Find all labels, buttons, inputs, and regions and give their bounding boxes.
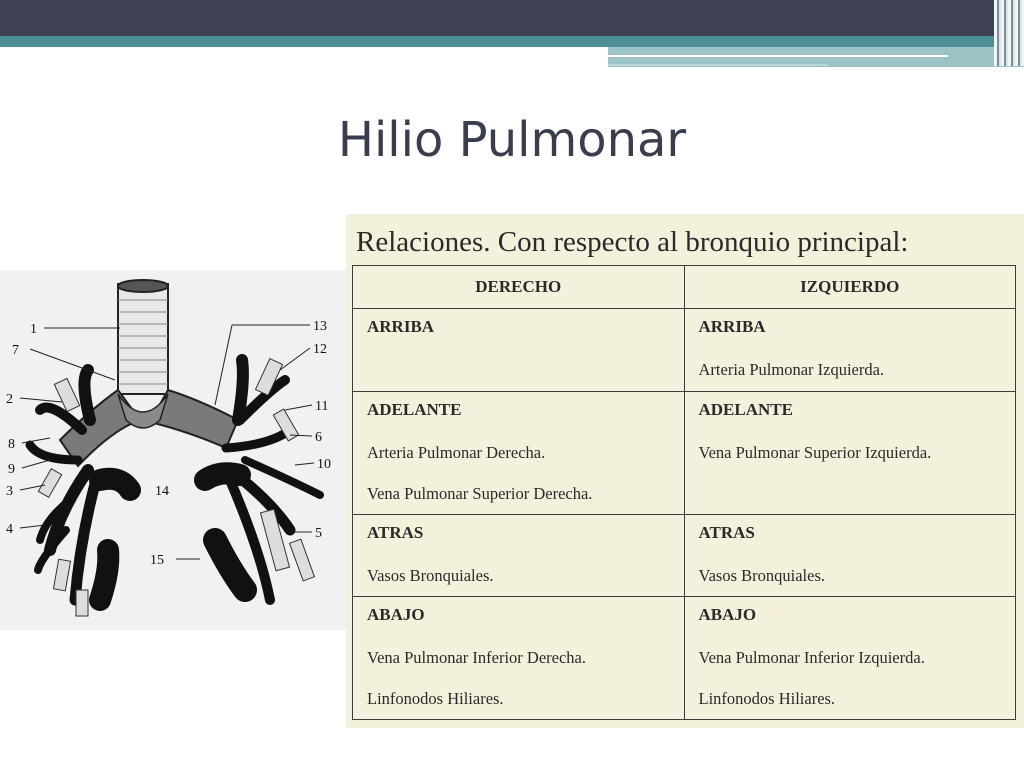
table-cell bbox=[353, 392, 685, 515]
header-stripes bbox=[994, 0, 1024, 66]
relations-panel bbox=[346, 214, 1024, 728]
trachea bbox=[118, 280, 168, 394]
cell-item: Linfonodos Hiliares. bbox=[367, 689, 504, 708]
figure-label: 10 bbox=[317, 457, 331, 472]
header-accent-bar bbox=[0, 36, 1024, 47]
table-cell bbox=[684, 309, 1016, 392]
header-accent-line bbox=[608, 64, 828, 66]
cell-heading: ABAJO bbox=[367, 605, 425, 624]
cell-item: Arteria Pulmonar Izquierda. bbox=[698, 360, 885, 379]
relations-table bbox=[352, 265, 1016, 720]
figure-label: 13 bbox=[313, 319, 327, 334]
cell-item: Linfonodos Hiliares. bbox=[698, 689, 836, 708]
figure-label: 7 bbox=[12, 343, 19, 358]
figure-label: 12 bbox=[313, 342, 327, 357]
table-cell bbox=[353, 515, 685, 597]
cell-heading: ARRIBA bbox=[367, 317, 435, 336]
figure-label: 5 bbox=[315, 526, 322, 541]
cell-item: Vasos Bronquiales. bbox=[698, 566, 825, 585]
cell-heading: ATRAS bbox=[698, 523, 755, 542]
table-cell bbox=[684, 597, 1016, 720]
table-row bbox=[353, 392, 1016, 515]
table-caption: Relaciones. Con respecto al bronquio principal: bbox=[356, 226, 909, 258]
cell-item: Vena Pulmonar Superior Derecha. bbox=[367, 484, 593, 503]
cell-heading: ATRAS bbox=[367, 523, 424, 542]
figure-label: 1 bbox=[30, 322, 37, 337]
cell-heading: ABAJO bbox=[698, 605, 757, 624]
table-row bbox=[353, 597, 1016, 720]
table-row bbox=[353, 515, 1016, 597]
figure-label: 2 bbox=[6, 392, 13, 407]
table-cell bbox=[684, 392, 1016, 515]
table-header-row bbox=[353, 266, 1016, 309]
figure-label: 15 bbox=[150, 553, 164, 568]
figure-label: 11 bbox=[315, 399, 329, 414]
table-cell bbox=[353, 309, 685, 392]
cell-item: Vasos Bronquiales. bbox=[367, 566, 494, 585]
cell-item: Vena Pulmonar Inferior Derecha. bbox=[367, 648, 586, 667]
page-title: Hilio Pulmonar bbox=[337, 112, 687, 168]
cell-item: Vena Pulmonar Superior Izquierda. bbox=[698, 443, 932, 462]
figure-label: 3 bbox=[6, 484, 13, 499]
table-row bbox=[353, 309, 1016, 392]
figure-label: 6 bbox=[315, 430, 322, 445]
cell-item: Arteria Pulmonar Derecha. bbox=[367, 443, 546, 462]
header-accent-line bbox=[608, 55, 948, 57]
cell-heading: ADELANTE bbox=[698, 400, 793, 419]
figure-label: 9 bbox=[8, 462, 15, 477]
header-banner bbox=[0, 0, 1024, 36]
hilum-diagram bbox=[0, 270, 348, 630]
figure-label: 14 bbox=[155, 484, 169, 499]
table-cell bbox=[353, 597, 685, 720]
column-header-izquierdo: IZQUIERDO bbox=[684, 266, 1016, 309]
column-header-derecho: DERECHO bbox=[353, 266, 685, 309]
figure-label: 8 bbox=[8, 437, 15, 452]
table-cell bbox=[684, 515, 1016, 597]
cell-heading: ARRIBA bbox=[698, 317, 766, 336]
figure-label: 4 bbox=[6, 522, 13, 537]
cell-item: Vena Pulmonar Inferior Izquierda. bbox=[698, 648, 925, 667]
hilum-illustration bbox=[0, 270, 348, 630]
cell-heading: ADELANTE bbox=[367, 400, 462, 419]
